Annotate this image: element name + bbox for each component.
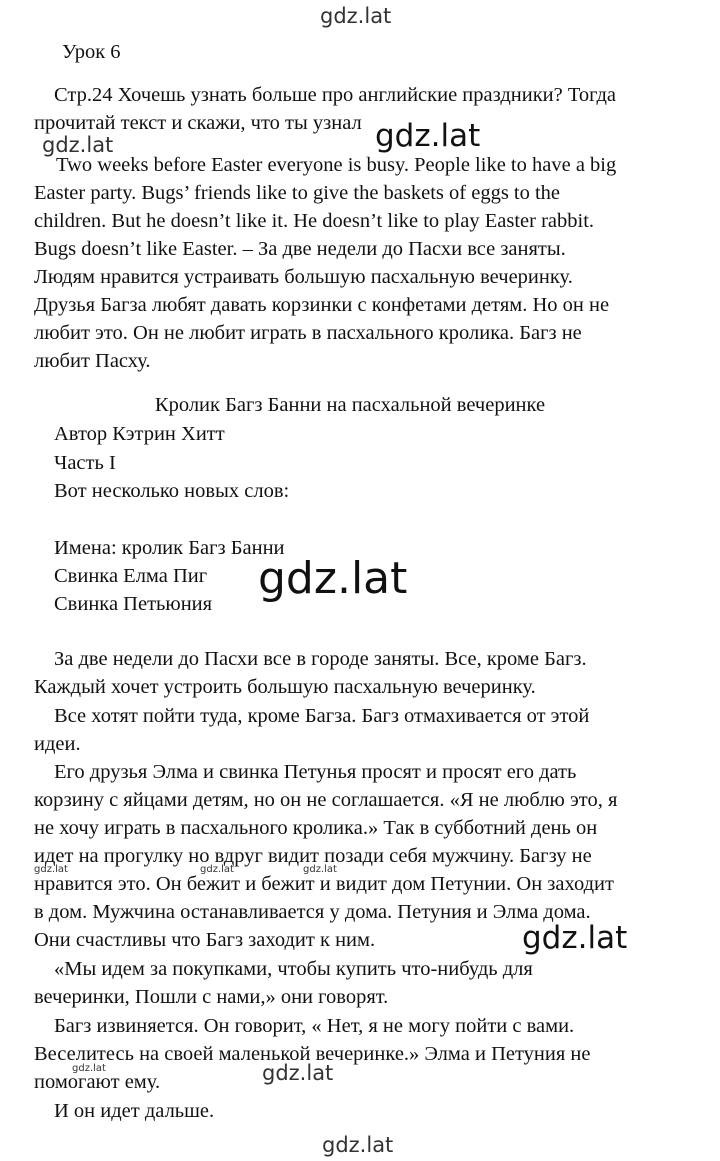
- paragraph-line: Друзья Багза любят давать корзинки с конфетами детям. Но он не: [34, 294, 610, 316]
- watermark: gdz.lat: [42, 133, 114, 157]
- story-line: За две недели до Пасхи все в городе заняты. Все, кроме Багз.: [54, 648, 587, 670]
- watermark: gdz.lat: [375, 118, 481, 154]
- story-line: вечеринки, Пошли с нами,» они говорят.: [34, 986, 389, 1008]
- name-item: Имена: кролик Багз Банни: [54, 537, 285, 559]
- name-item: Свинка Елма Пиг: [54, 565, 208, 587]
- story-line: не хочу играть в пасхального кролика.» Так в субботний день он: [34, 817, 598, 839]
- watermark: gdz.lat: [200, 864, 234, 875]
- intro-line: Стр.24 Хочешь узнать больше про английские праздники? Тогда: [54, 84, 617, 106]
- story-author: Автор Кэтрин Хитт: [54, 423, 225, 445]
- watermark: gdz.lat: [262, 1061, 334, 1085]
- story-line: идет на прогулку но вдруг видит позади себя мужчину. Багзу не: [34, 845, 592, 867]
- story-line: в дом. Мужчина останавливается у дома. Петуния и Элма дома.: [34, 901, 591, 923]
- story-line: нравится это. Он бежит и бежит и видит дом Петунии. Он заходит: [34, 873, 614, 895]
- watermark: gdz.lat: [258, 553, 408, 604]
- story-line: «Мы идем за покупками, чтобы купить что-нибудь для: [54, 958, 533, 980]
- story-title: Кролик Багз Банни на пасхальной вечеринке: [154, 394, 546, 416]
- story-line: Его друзья Элма и свинка Петунья просят и просят его дать: [54, 761, 577, 783]
- paragraph-line: любит Пасху.: [34, 350, 151, 372]
- story-line: помогают ему.: [34, 1071, 161, 1093]
- watermark: gdz.lat: [72, 1063, 106, 1074]
- watermark: gdz.lat: [522, 920, 628, 956]
- paragraph-line: Людям нравится устраивать большую пасхальную вечеринку.: [34, 266, 573, 288]
- watermark: gdz.lat: [303, 864, 337, 875]
- lesson-title: Урок 6: [62, 41, 121, 63]
- paragraph-line: любит это. Он не любит играть в пасхального кролика. Багз не: [34, 322, 582, 344]
- story-part: Часть I: [54, 452, 116, 474]
- new-words-heading: Вот несколько новых слов:: [54, 480, 290, 502]
- watermark: gdz.lat: [322, 1133, 394, 1157]
- watermark: gdz.lat: [320, 4, 392, 28]
- intro-line: прочитай текст и скажи, что ты узнал: [34, 112, 362, 134]
- paragraph-line: children. But he doesn’t like it. He doesn’t like to play Easter rabbit.: [34, 210, 595, 232]
- paragraph-line: Two weeks before Easter everyone is busy. People like to have a big: [56, 154, 617, 176]
- story-line: Все хотят пойти туда, кроме Багза. Багз отмахивается от этой: [54, 705, 590, 727]
- story-line: Багз извиняется. Он говорит, « Нет, я не могу пойти с вами.: [54, 1015, 575, 1037]
- paragraph-line: Bugs doesn’t like Easter. – За две недели до Пасхи все заняты.: [34, 238, 566, 260]
- story-line: Они счастливы что Багз заходит к ним.: [34, 929, 376, 951]
- story-line: корзину с яйцами детям, но он не соглашается. «Я не люблю это, я: [34, 789, 618, 811]
- story-line: Веселитесь на своей маленькой вечеринке.» Элма и Петуния не: [34, 1043, 591, 1065]
- story-line: Каждый хочет устроить большую пасхальную вечеринку.: [34, 676, 536, 698]
- paragraph-line: Easter party. Bugs’ friends like to give the baskets of eggs to the: [34, 182, 561, 204]
- story-line: И он идет дальше.: [54, 1100, 215, 1122]
- watermark: gdz.lat: [34, 864, 68, 875]
- story-line: идеи.: [34, 733, 81, 755]
- name-item: Свинка Петьюния: [54, 593, 213, 615]
